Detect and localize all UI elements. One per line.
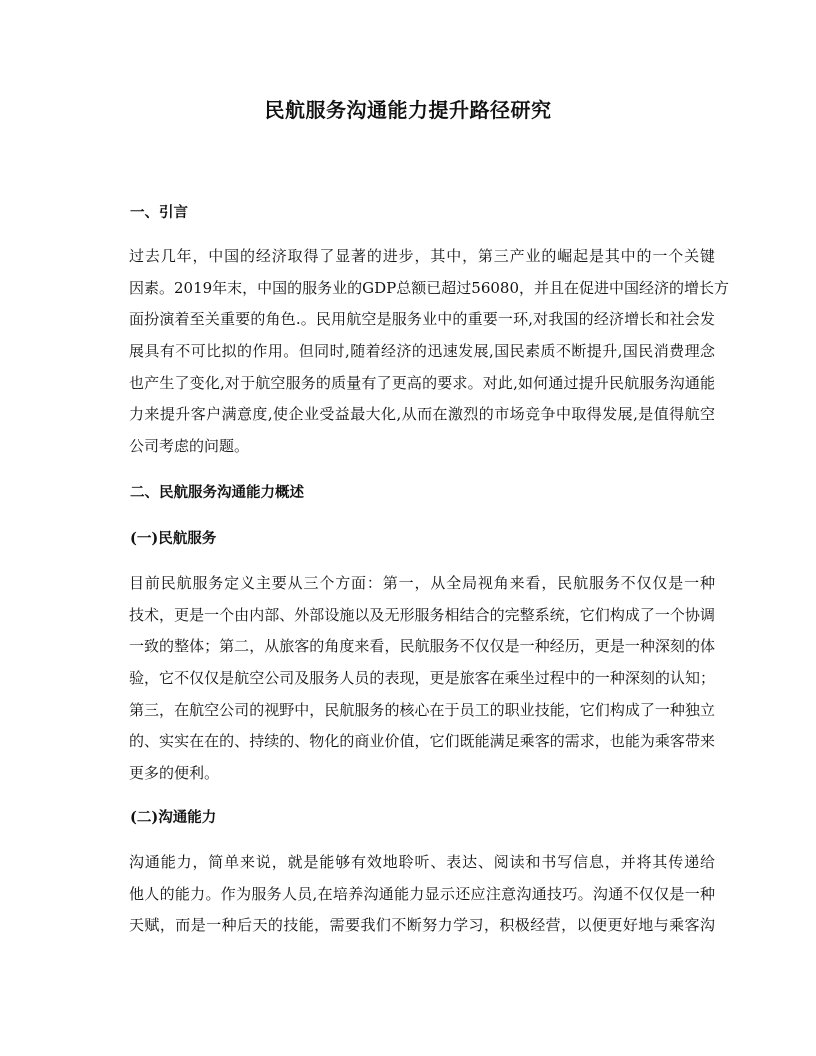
paragraph-line: 天赋，而是一种后天的技能，需要我们不断努力学习，积极经营，以便更好地与乘客沟 (129, 916, 715, 935)
paragraph-line: 过去几年，中国的经济取得了显著的进步，其中，第三产业的崛起是其中的一个关键 (129, 247, 715, 265)
paragraph-line: 他人的能力。作为服务人员,在培养沟通能力显示还应注意沟通技巧。沟通不仅仅是一种 (129, 884, 715, 903)
paragraph-line: 力来提升客户满意度,使企业受益最大化,从而在激烈的市场竞争中取得发展,是值得航空 (129, 405, 715, 424)
paragraph-line: 也产生了变化,对于航空服务的质量有了更高的要求。对此,如何通过提升民航服务沟通能 (129, 373, 715, 392)
paragraph-line: 面扮演着至关重要的角色.。民用航空是服务业中的重要一环,对我国的经济增长和社会发 (129, 310, 715, 329)
paragraph-line: 验，它不仅仅是航空公司及服务人员的表现，更是旅客在乘坐过程中的一种深刻的认知； (129, 669, 715, 688)
paragraph-line: 沟通能力，简单来说，就是能够有效地聆听、表达、阅读和书写信息，并将其传递给 (129, 853, 715, 871)
paragraph-line: 更多的便利。 (129, 764, 220, 783)
paragraph-line: 公司考虑的问题。 (129, 437, 250, 456)
paragraph-civil-aviation-service (129, 568, 715, 790)
paragraph-line: 一致的整体；第二，从旅客的角度来看，民航服务不仅仅是一种经历，更是一种深刻的体 (129, 637, 715, 656)
paragraph-line: 技术，更是一个由内部、外部设施以及无形服务相结合的完整系统，它们构成了一个协调 (129, 605, 715, 624)
paragraph-line: 展具有不可比拟的作用。但同时,随着经济的迅速发展,国民素质不断提升,国民消费理念 (129, 342, 715, 361)
subsection-heading-civil-aviation-service: (一)民航服务 (130, 530, 217, 547)
paragraph-line: 因素。2019年末，中国的服务业的GDP总额已超过56080，并且在促进中国经济的增长方 (129, 278, 729, 297)
paragraph-line: 目前民航服务定义主要从三个方面：第一，从全局视角来看，民航服务不仅仅是一种 (129, 574, 715, 592)
paragraph-introduction (129, 241, 729, 463)
section-heading-overview: 二、民航服务沟通能力概述 (130, 484, 304, 501)
section-heading-introduction: 一、引言 (130, 204, 188, 221)
paragraph-communication-ability (129, 847, 715, 942)
subsection-heading-communication-ability: (二)沟通能力 (130, 809, 217, 826)
paragraph-line: 第三，在航空公司的视野中，民航服务的核心在于员工的职业技能，它们构成了一种独立 (129, 700, 715, 719)
paragraph-line: 的、实实在在的、持续的、物化的商业价值，它们既能满足乘客的需求，也能为乘客带来 (129, 732, 715, 751)
document-title: 民航服务沟通能力提升路径研究 (264, 98, 552, 122)
